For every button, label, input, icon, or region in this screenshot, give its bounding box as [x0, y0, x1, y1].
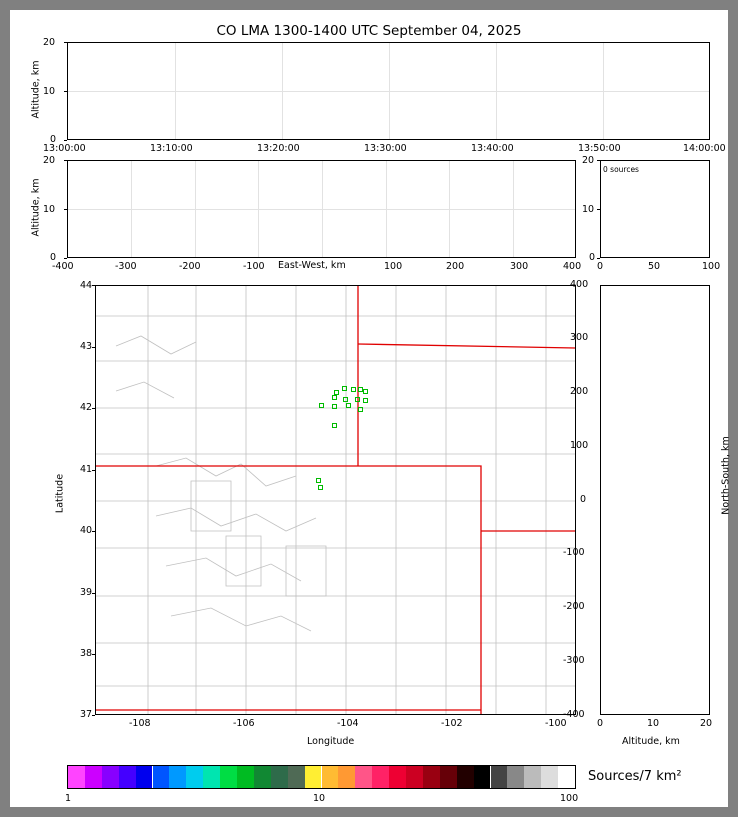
axis-tick-label: 0 — [597, 261, 604, 272]
axis-tick-label: 0 — [50, 134, 57, 145]
axis-tick-label: 10 — [43, 204, 56, 215]
colorbar-segment — [372, 766, 389, 788]
axis-tick-label: 300 — [510, 261, 529, 272]
lma-source-point — [358, 407, 363, 412]
tick-mark — [64, 209, 67, 210]
gridline — [603, 43, 604, 139]
axis-tick-label: -400 — [52, 261, 74, 272]
axis-tick-label: 300 — [570, 332, 589, 343]
tick-mark — [64, 258, 67, 259]
axis-tick-label: -106 — [233, 718, 255, 729]
colorbar-segment — [541, 766, 558, 788]
colorbar-segment — [220, 766, 237, 788]
axis-tick-label: -100 — [545, 718, 567, 729]
eastwest-altitude-panel[interactable] — [67, 160, 576, 258]
gridline — [258, 161, 259, 257]
axis-tick-label: 13:30:00 — [364, 143, 407, 154]
colorbar-segment — [119, 766, 136, 788]
gridline — [449, 161, 450, 257]
colorbar-segment — [491, 766, 508, 788]
lma-source-point — [316, 478, 321, 483]
lma-source-point — [332, 395, 337, 400]
lma-source-point — [343, 397, 348, 402]
axis-tick-label: 100 — [702, 261, 721, 272]
colorbar-segment — [558, 766, 575, 788]
axis-tick-label: -100 — [563, 547, 585, 558]
axis-tick-label: 13:40:00 — [471, 143, 514, 154]
tick-mark — [92, 347, 95, 348]
axis-tick-label: 13:50:00 — [578, 143, 621, 154]
axis-tick-label: 50 — [648, 261, 661, 272]
axis-tick-label: 39 — [80, 587, 93, 598]
colorbar-tick-label: 100 — [560, 793, 579, 804]
gridline — [282, 43, 283, 139]
colorbar-segment — [322, 766, 339, 788]
axis-tick-label: -104 — [337, 718, 359, 729]
axis-tick-label: -400 — [563, 709, 585, 720]
colorbar-tick-label: 1 — [65, 793, 72, 804]
colorbar-segment — [524, 766, 541, 788]
tick-mark — [597, 209, 600, 210]
colorbar-segment — [169, 766, 186, 788]
tick-mark — [92, 654, 95, 655]
time-altitude-y-label: Altitude, km — [30, 60, 42, 119]
colorbar-segment — [102, 766, 119, 788]
tick-mark — [92, 531, 95, 532]
colorbar-segment — [288, 766, 305, 788]
axis-tick-label: 20 — [43, 37, 56, 48]
lma-source-point — [318, 485, 323, 490]
colorbar-segment — [203, 766, 220, 788]
axis-tick-label: 38 — [80, 648, 93, 659]
axis-tick-label: 10 — [647, 718, 660, 729]
colorbar-segment — [305, 766, 322, 788]
gridline — [322, 161, 323, 257]
axis-tick-label: 400 — [563, 261, 582, 272]
map-x-label: Longitude — [307, 736, 355, 747]
colorbar-segment — [186, 766, 203, 788]
colorbar-segment — [85, 766, 102, 788]
lma-source-point — [351, 387, 356, 392]
axis-tick-label: 100 — [384, 261, 403, 272]
axis-tick-label: 20 — [582, 155, 595, 166]
axis-tick-label: 13:10:00 — [150, 143, 193, 154]
axis-tick-label: -300 — [563, 655, 585, 666]
sources-count-annotation: 0 sources — [603, 165, 639, 174]
axis-tick-label: -108 — [129, 718, 151, 729]
colorbar-label: Sources/7 km² — [588, 769, 682, 784]
colorbar-segment — [355, 766, 372, 788]
axis-tick-label: 0 — [589, 252, 596, 263]
axis-tick-label: 44 — [80, 280, 93, 291]
axis-tick-label: 37 — [80, 709, 93, 720]
colorbar-segment — [423, 766, 440, 788]
tick-mark — [92, 470, 95, 471]
axis-tick-label: 13:20:00 — [257, 143, 300, 154]
lma-source-point — [363, 398, 368, 403]
tick-mark — [92, 285, 95, 286]
lma-source-point — [332, 423, 337, 428]
lma-source-point — [355, 397, 360, 402]
axis-tick-label: 0 — [50, 252, 57, 263]
gridline — [195, 161, 196, 257]
lma-source-point — [342, 386, 347, 391]
map-geography — [96, 286, 575, 714]
axis-tick-label: 14:00:00 — [683, 143, 726, 154]
tick-mark — [92, 593, 95, 594]
gridline — [175, 43, 176, 139]
colorbar-segment — [153, 766, 170, 788]
colorbar-segment — [254, 766, 271, 788]
axis-tick-label: 200 — [570, 386, 589, 397]
axis-tick-label: -300 — [115, 261, 137, 272]
tick-mark — [64, 140, 67, 141]
gridline — [496, 43, 497, 139]
tick-mark — [64, 91, 67, 92]
time-altitude-panel[interactable] — [67, 42, 710, 140]
gridline — [513, 161, 514, 257]
tick-mark — [92, 408, 95, 409]
tick-mark — [92, 715, 95, 716]
colorbar-segment — [440, 766, 457, 788]
axis-tick-label: -200 — [563, 601, 585, 612]
axis-tick-label: 43 — [80, 341, 93, 352]
axis-tick-label: 10 — [43, 86, 56, 97]
axis-tick-label: 0 — [580, 494, 587, 505]
axis-tick-label: 100 — [570, 440, 589, 451]
axis-tick-label: 200 — [446, 261, 465, 272]
axis-tick-label: 20 — [43, 155, 56, 166]
tick-mark — [64, 42, 67, 43]
axis-tick-label: 13:00:00 — [43, 143, 86, 154]
axis-tick-label: 41 — [80, 464, 93, 475]
gridline — [389, 43, 390, 139]
axis-tick-label: 20 — [700, 718, 713, 729]
lma-source-point — [346, 403, 351, 408]
lma-source-point — [319, 403, 324, 408]
axis-tick-label: 42 — [80, 402, 93, 413]
axis-tick-label: 400 — [570, 279, 589, 290]
lma-source-point — [332, 404, 337, 409]
colorbar-segment — [457, 766, 474, 788]
axis-tick-label: -200 — [179, 261, 201, 272]
colorbar[interactable] — [67, 765, 576, 789]
axis-tick-label: -102 — [441, 718, 463, 729]
colorbar-segment — [338, 766, 355, 788]
tick-mark — [64, 160, 67, 161]
colorbar-segment — [474, 766, 491, 788]
colorbar-segment — [507, 766, 524, 788]
altitude-northsouth-y-label: North-South, km — [720, 436, 732, 515]
gridline — [131, 161, 132, 257]
lma-source-point — [363, 389, 368, 394]
altitude-northsouth-panel[interactable] — [600, 285, 710, 715]
colorbar-segment — [136, 766, 153, 788]
sources-histogram-panel[interactable] — [600, 160, 710, 258]
tick-mark — [597, 160, 600, 161]
colorbar-segment — [237, 766, 254, 788]
colorbar-segment — [271, 766, 288, 788]
eastwest-altitude-y-label: Altitude, km — [30, 178, 42, 237]
figure-title: CO LMA 1300-1400 UTC September 04, 2025 — [216, 23, 522, 39]
colorbar-tick-label: 10 — [313, 793, 326, 804]
axis-tick-label: 10 — [582, 204, 595, 215]
altitude-northsouth-x-label: Altitude, km — [622, 736, 680, 747]
axis-tick-label: 0 — [597, 718, 604, 729]
axis-tick-label: 40 — [80, 525, 93, 536]
colorbar-segment — [68, 766, 85, 788]
figure-canvas — [10, 10, 732, 807]
tick-mark — [597, 258, 600, 259]
colorbar-segment — [406, 766, 423, 788]
eastwest-altitude-x-label: East-West, km — [278, 260, 346, 271]
gridline — [386, 161, 387, 257]
map-y-label: Latitude — [54, 473, 66, 514]
map-panel[interactable] — [95, 285, 576, 715]
colorbar-segment — [389, 766, 406, 788]
axis-tick-label: -100 — [243, 261, 265, 272]
